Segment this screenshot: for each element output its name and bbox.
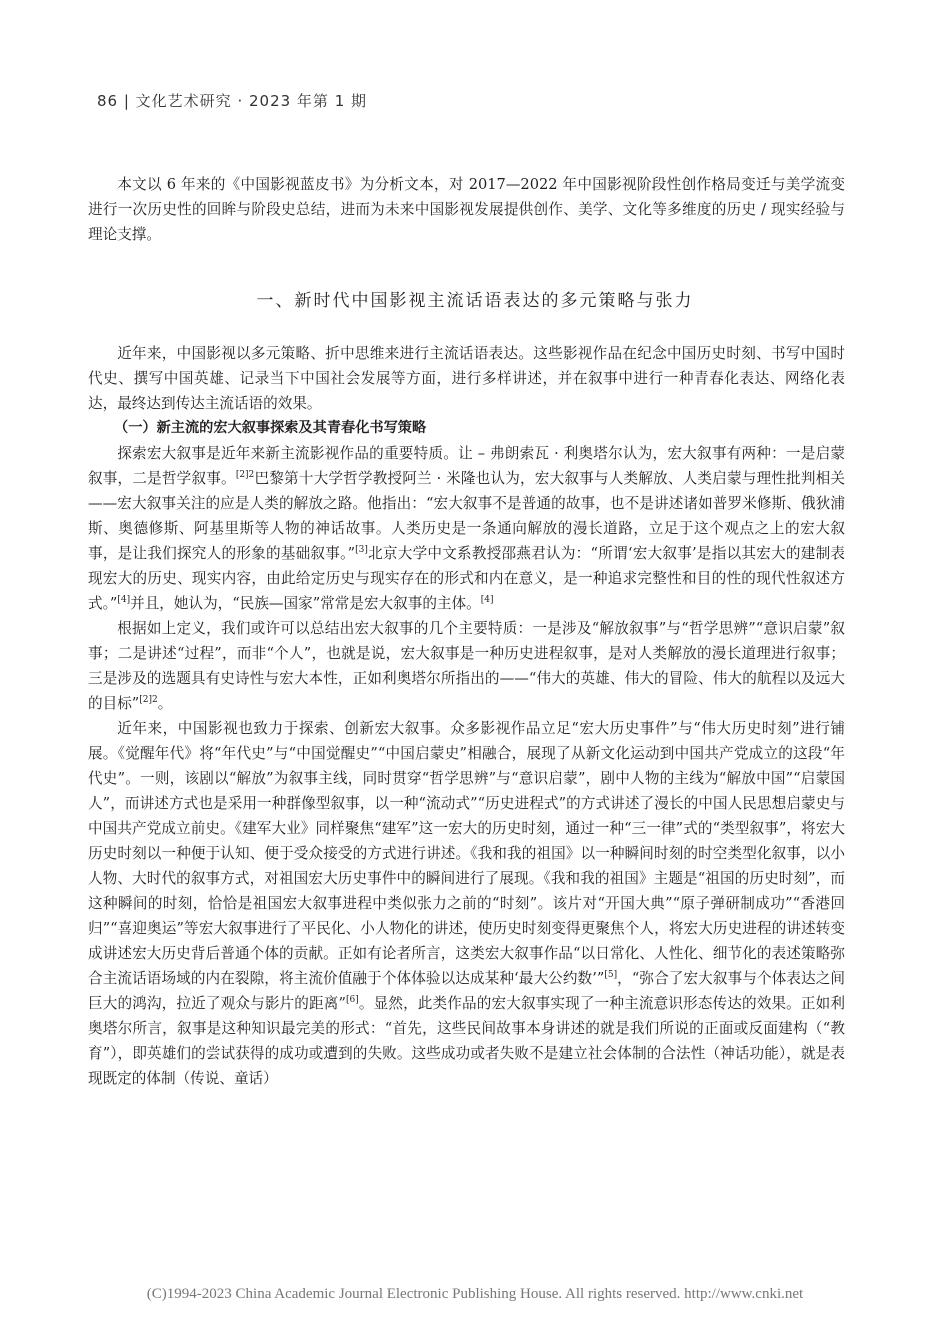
citation-ref: [3] — [355, 545, 368, 556]
paragraph-2-text-a: 探索宏大叙事是近年来新主流影视作品的重要特质。让 – 弗朗索瓦 · 利奥塔尔认为，宏大叙事有两种：一是启蒙叙事，二是哲学叙事。 — [88, 445, 845, 487]
subsection-heading: （一）新主流的宏大叙事探索及其青春化书写策略 — [114, 420, 427, 436]
citation-ref: [6] — [345, 995, 359, 1006]
paragraph-3 — [88, 616, 845, 716]
paragraph-4-text-a: 近年来，中国影视也致力于探索、创新宏大叙事。众多影视作品立足“宏大历史事件”与“伟大历史时刻”进行铺展。《觉醒年代》将“年代史”与“中国觉醒史”“中国启蒙史”相融合，展现了从新文化运动到中国共产党成立的这段“年代史”。一则，该剧以“解放”为叙事主线，同时贯穿“哲学思辨”与“意识启蒙”，剧中人物的主线为“解放中国”“启蒙国人”，而讲述方式也是采用一种群像型叙事，以一种“流动式”“历史进程式”的方式讲述了漫长的中国人民思想启蒙史与中国共产党成立前史。《建军大业》同样聚焦“建军”这一宏大的历史时刻，通过一种“三一律”式的“类型叙事”，将宏大历史时刻以一种便于认知、便于受众接受的方式进行讲述。《我和我的祖国》以一种瞬间时刻的时空类型化叙事，以小人物、大时代的叙事方式，对祖国宏大历史事件中的瞬间进行了展现。《我和我的祖国》主题是“祖国的历史时刻”，而这种瞬间的时刻，恰恰是祖国宏大叙事进程中类似张力之前的“时刻”。该片对“开国大典”“原子弹研制成功”“香港回归”“喜迎奥运”等宏大叙事进行了平民化、小人物化的讲述，使历史时刻变得更聚焦个人，将宏大历史进程的讲述转变成讲述宏大历史背后普通个体的贡献。正如有论者所言，这类宏大叙事作品“以日常化、人性化、细节化的表述策略弥合主流话语场域的内在裂隙，将主流价值融于个体体验以达成某种‘最大公约数’” — [88, 720, 845, 987]
paragraph-1: 近年来，中国影视以多元策略、折中思维来进行主流话语表达。这些影视作品在纪念中国历史时刻、书写中国时代史、撰写中国英雄、记录当下中国社会发展等方面，进行多样讲述，并在叙事中进行一种青春化表达、网络化表达，最终达到传达主流话语的效果。 — [88, 345, 845, 412]
copyright-footer: (C)1994-2023 China Academic Journal Electronic Publishing House. All rights reserved. http://www.cnki.net — [146, 1286, 804, 1302]
running-header: 86 | 文化艺术研究 · 2023 年第 1 期 — [97, 92, 368, 110]
paragraph-4 — [88, 716, 845, 1091]
paragraph-4-text-c: 。显然，此类作品的宏大叙事实现了一种主流意识形态传达的效果。正如利奥塔尔所言，叙事是这种知识最完美的形式：“首先，这些民间故事本身讲述的就是我们所说的正面或反面建构（“教育”），即英雄们的尝试获得的成功或遭到的失败。这些成功或者失败不是建立社会体制的合法性（神话功能），就是表现既定的体制（传说、童话） — [88, 995, 845, 1087]
citation-ref: [2]2 — [139, 695, 158, 706]
citation-ref: [4] — [480, 595, 494, 606]
paragraph-3-text-b: 。 — [157, 695, 173, 712]
paragraph-2 — [88, 441, 845, 616]
intro-paragraph: 本文以 6 年来的《中国影视蓝皮书》为分析文本，对 2017—2022 年中国影视阶段性创作格局变迁与美学流变进行一次历史性的回眸与阶段史总结，进而为未来中国影视发展提供创作、美学、文化等多维度的历史 / 现实经验与理论支撑。 — [88, 176, 845, 243]
paragraph-2-text-d: 并且，她认为，“民族—国家”常常是宏大叙事的主体。 — [130, 595, 481, 612]
citation-ref: [2]2 — [235, 470, 255, 481]
paragraph-2-text-b: 巴黎第十大学哲学教授阿兰 · 米隆也认为，宏大叙事与人类解放、人类启蒙与理性批判相关——宏大叙事关注的应是人类的解放之路。他指出：“宏大叙事不是普通的故事，也不是讲述诸如普罗米修斯、俄狄浦斯、奥德修斯、阿基里斯等人物的神话故事。人类历史是一条通向解放的漫长道路，立足于这个观点之上的宏大叙事，是让我们探究人的形象的基础叙事。” — [88, 470, 845, 562]
main-body — [88, 341, 845, 1091]
paragraph-3-text-a: 根据如上定义，我们或许可以总结出宏大叙事的几个主要特质：一是涉及“解放叙事”与“哲学思辨”“意识启蒙”叙事；二是讲述“过程”，而非“个人”，也就是说，宏大叙事是一种历史进程叙事，是对人类解放的漫长道理进行叙事；三是涉及的选题具有史诗性与宏大本性，正如利奥塔尔所指出的——“伟大的英雄、伟大的冒险、伟大的航程以及远大的目标” — [88, 620, 845, 712]
section-title: 一、新时代中国影视主流话语表达的多元策略与张力 — [256, 291, 694, 311]
paragraph-4-text-b: ，“弥合了宏大叙事与个体表达之间巨大的鸿沟，拉近了观众与影片的距离” — [88, 970, 845, 1012]
paragraph-2-text-c: 北京大学中文系教授邵燕君认为：“所谓‘宏大叙事’是指以其宏大的建制表现宏大的历史、现实内容，由此给定历史与现实存在的形式和内在意义，是一种追求完整性和目的性的现代性叙述方式。” — [88, 545, 845, 612]
intro-block — [88, 172, 845, 247]
citation-ref: [5] — [604, 970, 618, 981]
citation-ref: [4] — [117, 595, 131, 606]
